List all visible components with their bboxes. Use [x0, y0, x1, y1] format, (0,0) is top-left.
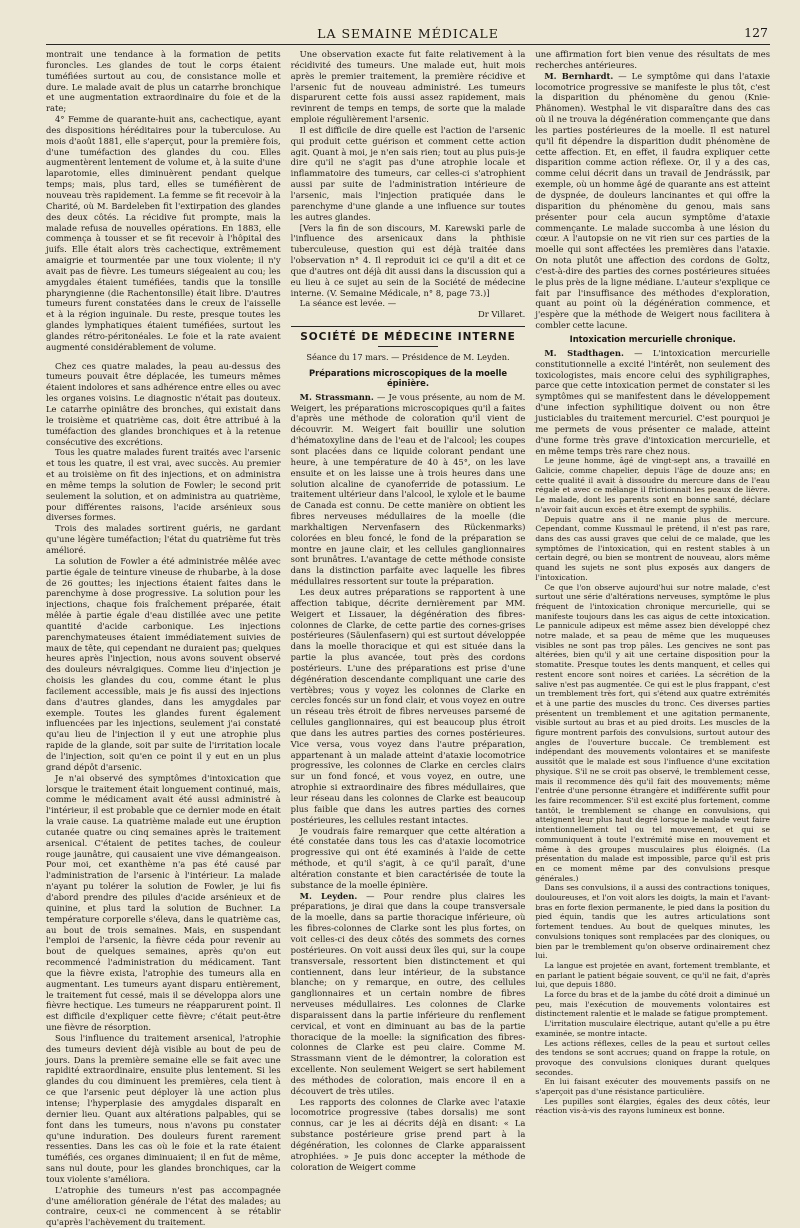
- journal-title: LA SEMAINE MÉDICALE: [317, 26, 499, 41]
- divider: [291, 326, 526, 327]
- spacer: [46, 353, 281, 361]
- section-heading: Intoxication mercurielle chronique.: [569, 333, 736, 344]
- session-meta: Séance du 17 mars. — Présidence de M. Leyden.: [306, 351, 510, 362]
- section-heading: Préparations microscopiques de la moelle épinière.: [308, 367, 508, 388]
- paragraph: Les rapports des colonnes de Clarke avec l'ataxie locomotrice progressive (tabes dorsalis) me sont connus, car je les ai décrits déjà en disant: « La substance postérieure grise prend part à la dégénération, les colonnes de Clarke apparaissent atrophiées. » Je puis donc accepter la méthode de coloration de Weigert comme: [290, 1096, 526, 1172]
- paragraph-text: — Je vous présente, au nom de M. Weigert, les préparations microscopiques qu'il a faites d'après une méthode de coloration qu'il vient de découvrir. M. Weigert fait bouillir une solution d'hématoxyline dans de l'eau et de l'alcool; les coupes sont placées dans ce liquide colorant pendant une heure, à une température de 40 à 45°, on les lave ensuite et on les laisse une à trois heures dans une solution alcaline de cyanoferride de potassium. Le traitement ultérieur dans l'alcool, le xylole et le baume de Canada est connu. De cette manière on obtient les fibres nerveuses médullaires de la moelle (die markhaltigen Nervenfasern des Rückenmarks) colorées en bleu foncé, le fond de la préparation se montre en jaune clair, et les cellules ganglionnaires sont brunâtres. L'avantage de cette méthode consiste dans la distinction parfaite avec laquelle les fibres médullaires ressortent sur toute la préparation.: [290, 391, 526, 587]
- small-print-block: [535, 456, 770, 1116]
- speaker-name: M. Stadthagen.: [544, 347, 624, 358]
- speaker-name: M. Strassmann.: [299, 391, 374, 402]
- paragraph: Je n'ai observé des symptômes d'intoxication que lorsque le traitement était longuement continué, mais, comme le médicament avait été aussi administré à l'intérieur, il est probable que ce dernier mode en était la vraie cause. La quatrième malade eut une éruption cutanée quatre ou cinq semaines après le traitement arsenical. C'étaient de petites taches, de couleur rouge jaunâtre, qui causaient une vive démangeaison. Pour moi, cet exanthème n'a pas été causé par l'administration de l'arsenic à l'intérieur. La malade n'ayant pu tolérer la solution de Fowler, je lui fis d'abord prendre des pilules d'acide arsénieux et de quinine, et plus tard la solution de Buchner. La température corporelle s'éleva, dans le quatrième cas, au bout de trois semaines. Mais, en suspendant l'emploi de l'arsenic, la fièvre céda pour revenir au bout de quelques semaines, après qu'on eut recommencé l'administration du médicament. Tant que la fièvre exista, l'atrophie des tumeurs alla en augmentant. Les tumeurs ayant disparu entièrement, le traitement fut cessé, mais il se développa alors une fièvre hectique. Les tumeurs ne réapparurent point. Il est difficile d'expliquer cette fièvre; c'était peut-être une fièvre de résorption.: [46, 772, 281, 1033]
- paragraph: Le jeune homme, âgé de vingt-sept ans, a travaillé en Galicie, comme chapelier, depuis l'âge de douze ans; en cette qualité il avait à dissoudre du mercure dans de l'eau régale et avec ce mélange il frictionnait les peaux de lièvre. Le malade, dont les parents sont en bonne santé, déclare n'avoir fait aucun excès et être exempt de syphilis.: [535, 456, 771, 514]
- paragraph: En lui faisant exécuter des mouvements passifs on ne s'aperçoit pas d'une résistance particulière.: [535, 1077, 771, 1097]
- paragraph: Chez ces quatre malades, la peau au-dessus des tumeurs pouvait être déplacée, les tumeurs mêmes étaient indolores et sans adhérence entre elles ou avec les organes voisins. Le diagnostic n'était pas douteux. Le catarrhe opiniâtre des bronches, qui existait dans le troisième et quatrième cas, doit être attribué à la tuméfaction des glandes bronchiques et à la retenue consécutive des excrétions.: [46, 360, 281, 447]
- paragraph: Les deux autres préparations se rapportent à une affection tabique, décrite dernièrement par MM. Weigert et Lissauer, la dégénération des fibres-colonnes de Clarke, de cette partie des cornes-grises postérieures (Säulenfasern) qui est surtout développée dans la moelle thoracique et qui est située dans la partie la plus avancée, tout près des cordons postérieurs. L'une des préparations est prise d'une dégénération descendante compliquant une carie des vertèbres; vous y voyez les colonnes de Clarke en cercles foncés sur un fond clair, et vous voyez en outre un réseau très étroit de fibres nerveuses parsemé de cellules ganglionnaires, qui est beaucoup plus étroit que dans les autres parties des cornes postérieures. Vice versa, vous voyez dans l'autre préparation, appartenant à un malade atteint d'ataxie locomotrice progressive, les colonnes de Clarke en cercles clairs sur un fond foncé, et vous voyez, en outre, une atrophie si extraordinaire des fibres médullaires, que leur réseau dans les colonnes de Clarke est beaucoup plus faible que dans les autres parties des cornes postérieures, les cellules restant intactes.: [290, 586, 526, 825]
- paragraph: Ce que l'on observe aujourd'hui sur notre malade, c'est surtout une série d'altérations nerveuses, symptôme le plus fréquent de l'intoxication chronique mercurielle, qui se manifeste toujours dans les cas aigus de cette intoxication. Le pannicule adipeux est même assez bien développé chez notre malade, et sa peau de même que les muqueuses visibles ne sont pas trop pâles. Les gencives ne sont pas altérées, bien qu'il y ait une certaine disposition pour la stomatite. Presque toutes les dents manquent, et celles qui restent encore sont noires et cariées. La sécrétion de la salive n'est pas augmentée. Ce qui est le plus frappant, c'est un tremblement très fort, qui s'étend aux quatre extrémités et à une partie des muscles du tronc. Ces diverses parties présentent un tremblement et une agitation permanente, visible surtout au bras et au pied droits. Les muscles de la figure montrent parfois des convulsions, surtout autour des angles de l'ouverture buccale. Ce tremblement est indépendant des mouvements volontaires et se manifeste aussitôt que le malade est sous l'influence d'une excitation physique. S'il ne se croit pas observé, le tremblement cesse, mais il recommence dès qu'il fait des mouvements; même l'entrée d'une personne étrangère et indifférente suffit pour les faire recommencer. S'il est excité plus fortement, comme tantôt, le tremblement se change en convulsions, qui atteignent leur plus haut degré lorsque le malade veut faire intentionnellement tel ou tel mouvement, et qui se communiquent à toute l'extrémité mise en mouvement et même à des groupes musculaires plus éloignés. (La présentation du malade est impossible, parce qu'il est pris en ce moment même par des convulsions presque générales.): [535, 582, 771, 883]
- paragraph: [291, 891, 526, 1097]
- paragraph: [Vers la fin de son discours, M. Karewski parle de l'influence des arsenicaux dans la phthisie tuberculeuse, question qui est déjà traitée dans l'observation n° 4. Il reproduit ici ce qu'il a dit et ce que d'autres ont déjà dit aussi dans la discussion qui a eu lieu à ce sujet au sein de la Société de médecine interne. (V. Semaine Médicale, n° 8, page 73.)]: [290, 222, 526, 298]
- column-right: [535, 49, 771, 1116]
- signature: Dr Villaret.: [478, 309, 526, 320]
- paragraph: La solution de Fowler a été administrée mêlée avec partie égale de teinture vineuse de rhubarbe, à la dose de 26 gouttes; les injections étaient faites dans le parenchyme à dose progressive. La solution pour les injections, chaque fois fraîchement préparée, était mêlée à partie égale d'eau distillée avec une petite quantité d'acide carbonique. Les injections parenchymateuses étaient immédiatement suivies de maux de tête, qui cependant ne duraient pas; quelques heures après l'injection, nous avons souvent observé des douleurs névralgiques. Comme lieu d'injection je choisis les glandes du cou, comme étant le plus facilement accessible, mais je fis aussi des injections dans d'autres glandes, dans les amygdales par exemple. Toutes les glandes furent également influencées par les injections, seulement j'ai constaté qu'au lieu de l'injection il y eut une atrophie plus rapide de la glande, soit par suite de l'irritation locale de l'injection, soit qu'en ce point il y eut en un plus grand dépôt d'arsenic.: [46, 555, 281, 772]
- speaker-name: M. Leyden.: [299, 890, 358, 901]
- speaker-name: M. Bernhardt.: [544, 70, 614, 81]
- paragraph: [291, 392, 526, 587]
- paragraph: montrait une tendance à la formation de petits furoncles. Les glandes de tout le corps étaient tuméfiées surtout au cou, de consistance molle et dure. Le malade avait de plus un catarrhe bronchique et une augmentation extraordinaire du foie et de la rate;: [46, 49, 281, 114]
- paragraph: La langue est projetée en avant, fortement tremblante, et en parlant le patient bégaie souvent, ce qu'il ne fait, d'après lui, que depuis 1880.: [535, 960, 771, 990]
- paragraph: 4° Femme de quarante-huit ans, cachectique, ayant des dispositions héréditaires pour la tuberculose. Au mois d'août 1881, elle s'aperçut, pour la première fois, d'une tuméfaction des glandes du cou. Elles augmentèrent lentement de volume et, à la suite d'une laparotomie, elles diminuèrent pendant quelque temps; mais, plus tard, elles se tuméfièrent de nouveau très rapidement. La femme se fit recevoir à la Charité, où M. Bardeleben fit l'extirpation des glandes des deux côtés. La récidive fut prompte, mais la malade refusa de nouvelles opérations. En 1883, elle commença à tousser et se fit recevoir à l'hôpital des juifs. Elle était alors très cachectique, extrêmement amaigrie et tourmentée par une toux violente; il n'y avait pas de fièvre. Les tumeurs siégeaient au cou; les amygdales étaient tuméfiées, tandis que la tonsille pharyngienne (die Rachentonsille) était libre. D'autres tumeurs furent constatées dans le creux de l'aisselle et à la région inguinale. Du reste, presque toutes les glandes lymphatiques étaient tuméfiées, surtout les glandes rétro-péritonéales. Le foie et la rate avaient augmenté considérablement de volume.: [46, 114, 281, 352]
- paragraph: Je voudrais faire remarquer que cette altération a été constatée dans tous les cas d'ataxie locomotrice progressive qui ont été examinés à l'aide de cette méthode, et qu'il s'agit, à ce qu'il paraît, d'une altération constante et bien caractérisée de toute la substance de la moelle épinière.: [290, 825, 526, 890]
- paragraph: La séance est levée. —: [299, 298, 397, 309]
- paragraph: Depuis quatre ans il ne manie plus de mercure. Cependant, comme Kussmaul le prétend, il n'est pas rare, dans des cas aussi graves que celui de ce malade, que les symptômes de l'intoxication, qui en restent stables à un certain degré, ou bien se montrent de nouveau, alors même quand les sujets ne sont plus exposés aux dangers de l'intoxication.: [535, 514, 771, 582]
- running-header: [46, 22, 770, 45]
- divider: [378, 346, 438, 347]
- paragraph: Il est difficile de dire quelle est l'action de l'arsenic qui produit cette guérison et comment cette action agit. Quant à moi, je n'en sais rien; tout au plus puis-je dire qu'il ne s'agit pas d'une atrophie locale et inflammatoire des tumeurs, car celles-ci s'atrophient aussi par suite de l'administration intérieure de l'arsenic, mais l'injection pratiquée dans le parenchyme d'une glande a une influence sur toutes les autres glandes.: [290, 124, 526, 222]
- paragraph: [535, 348, 770, 456]
- page-number: 127: [744, 25, 768, 40]
- column-left: [46, 49, 281, 1228]
- paragraph: L'atrophie des tumeurs n'est pas accompagnée d'une amélioration générale de l'état des malades; au contraire, ceux-ci ne commencent à se rétablir qu'après l'achèvement du traitement.: [46, 1184, 281, 1228]
- paragraph: Sous l'influence du traitement arsenical, l'atrophie des tumeurs devient déjà visible au bout de peu de jours. Dans la première semaine elle se fait avec une rapidité extraordinaire, ensuite plus lentement. Si les glandes du cou diminuent les premières, cela tient à ce que l'arsenic peut déployer là une action plus intense; l'hyperplasie des amygdales disparaît en dernier lieu. Quant aux altérations palpables, qui se font dans les tumeurs, nous n'avons pu constater qu'une induration. Des douleurs furent rarement ressenties. Dans les cas où le foie et la rate étaient tuméfiés, ces organes diminuaient; il en fut de même, sans nul doute, pour les glandes bronchiques, car la toux violente s'améliora.: [46, 1032, 281, 1184]
- society-heading: SOCIÉTÉ DE MÉDECINE INTERNE: [300, 331, 516, 344]
- paragraph: Les pupilles sont élargies, égales des deux côtés, leur réaction vis-à-vis des rayons lumineux est bonne.: [535, 1096, 771, 1116]
- paragraph: La force du bras et de la jambe du côté droit a diminué un peu, mais l'exécution de mouvements volontaires est distinctement ralentie et le malade se fatigue promptement.: [535, 990, 771, 1019]
- paragraph: Tous les quatre malades furent traités avec l'arsenic et tous les quatre, il est vrai, avec succès. Au premier et au troisième on fit des injections, et on administra en même temps la solution de Fowler; le second prit seulement la solution, et on administra au quatrième, pour différentes raisons, l'acide arsénieux sous diverses formes.: [46, 447, 281, 523]
- paragraph: une affirmation fort bien venue des résultats de mes recherches antérieures.: [535, 49, 771, 70]
- paragraph: Les actions réflexes, celles de la peau et surtout celles des tendons se sont accrues; quand on frappe la rotule, on provoque des convulsions cloniques durant quelques secondes.: [535, 1038, 771, 1077]
- paragraph: Une observation exacte fut faite relativement à la récidivité des tumeurs. Une malade eut, huit mois après le premier traitement, la première récidive et l'arsenic fut de nouveau administré. Les tumeurs disparurent cette fois aussi assez rapidement, mais revinrent de temps en temps, de sorte que la malade emploie régulièrement l'arsenic.: [290, 49, 526, 125]
- paragraph: Trois des malades sortirent guéris, ne gardant qu'une légère tuméfaction; l'état du quatrième fut très amélioré.: [46, 523, 281, 555]
- article-columns: [46, 49, 771, 1228]
- paragraph-text: — L'intoxication mercurielle constitutionnelle a excité l'intérêt, non seulement des toxicologistes, mais encore celui des syphiligraphes, parce que cette intoxication permet de constater si les symptômes qui se manifestent dans le développement d'une infection syphilitique doivent ou non être justiciables du traitement mercuriel. C'est pourquoi je me permets de vous présenter ce malade, atteint d'une forme très grave d'intoxication mercurielle, et en même temps très rare chez nous.: [535, 347, 771, 456]
- paragraph: Dans ses convulsions, il a aussi des contractions toniques, douloureuses, et l'on voit alors les doigts, la main et l'avant-bras en forte flexion permanente, le pied dans la position du pied équin, tandis que les autres articulations sont fortement tendues. Au bout de quelques minutes, les convulsions toniques sont remplacées par des cloniques, ou bien par le tremblement qu'on observe ordinairement chez lui.: [535, 883, 771, 961]
- paragraph: L'irritation musculaire électrique, autant qu'elle a pu être examinée, se montre intacte.: [535, 1019, 771, 1038]
- paragraph: [535, 71, 770, 331]
- paragraph-text: — Le symptôme qui dans l'ataxie locomotrice progressive se manifeste le plus tôt, c'est la disparition du phénomène du genou (Knie-Phänomen). Westphal le vit disparaître dans des cas où il ne trouva la dégénération commençante que dans les parties postérieures de la moelle. Il est naturel qu'il fit dépendre la disparition dudit phénomène de cette affection. Et, en effet, il faudra expliquer cette disparition comme action réflexe. Or, il y a des cas, comme celui décrit dans un travail de Jendrássik, par exemple, où un homme âgé de quarante ans est atteint de dyspnée, de douleurs lancinantes et qui offre la disparition du phénomène du genou, mais sans présenter pour cela aucun symptôme d'ataxie commençante. Le malade succomba à une lésion du cœur. A l'autopsie on ne vit rien sur ces parties de la moelle qui sont affectées les premières dans l'ataxie. On nota plutôt une affection des cordons de Goltz, c'est-à-dire des parties des cornes postérieures situées le plus près de la ligne médiane. L'auteur s'explique ce fait par l'insuffisance des méthodes d'exploration, quant au point où la dégénération commence, et j'espère que la méthode de Weigert nous facilitera à combler cette lacune.: [535, 70, 771, 331]
- column-middle: [290, 49, 526, 1172]
- paragraph-text: — Pour rendre plus claires les préparations, je dirai que dans la coupe transversale de la moelle, dans sa partie thoracique inférieure, où les fibres-colonnes de Clarke sont les plus fortes, on voit celles-ci des deux côtés des sommets des cornes postérieures. On voit aussi deux îles qui, sur la coupe transversale, ressortent bien distinctement et qui contiennent, dans leur intérieur, de la substance blanche; on y remarque, en outre, des cellules ganglionnaires et un certain nombre de fibres nerveuses médullaires. Les colonnes de Clarke disparaissent dans la partie inférieure du renflement cervical, et vont en diminuant au bas de la partie thoracique de la moelle: la signification des fibres-colonnes de Clarke est peu claire. Comme M. Strassmann vient de le démontrer, la coloration est excellente. Non seulement Weigert se sert habilement des méthodes de coloration, mais encore il en a découvert de très utiles.: [290, 890, 526, 1096]
